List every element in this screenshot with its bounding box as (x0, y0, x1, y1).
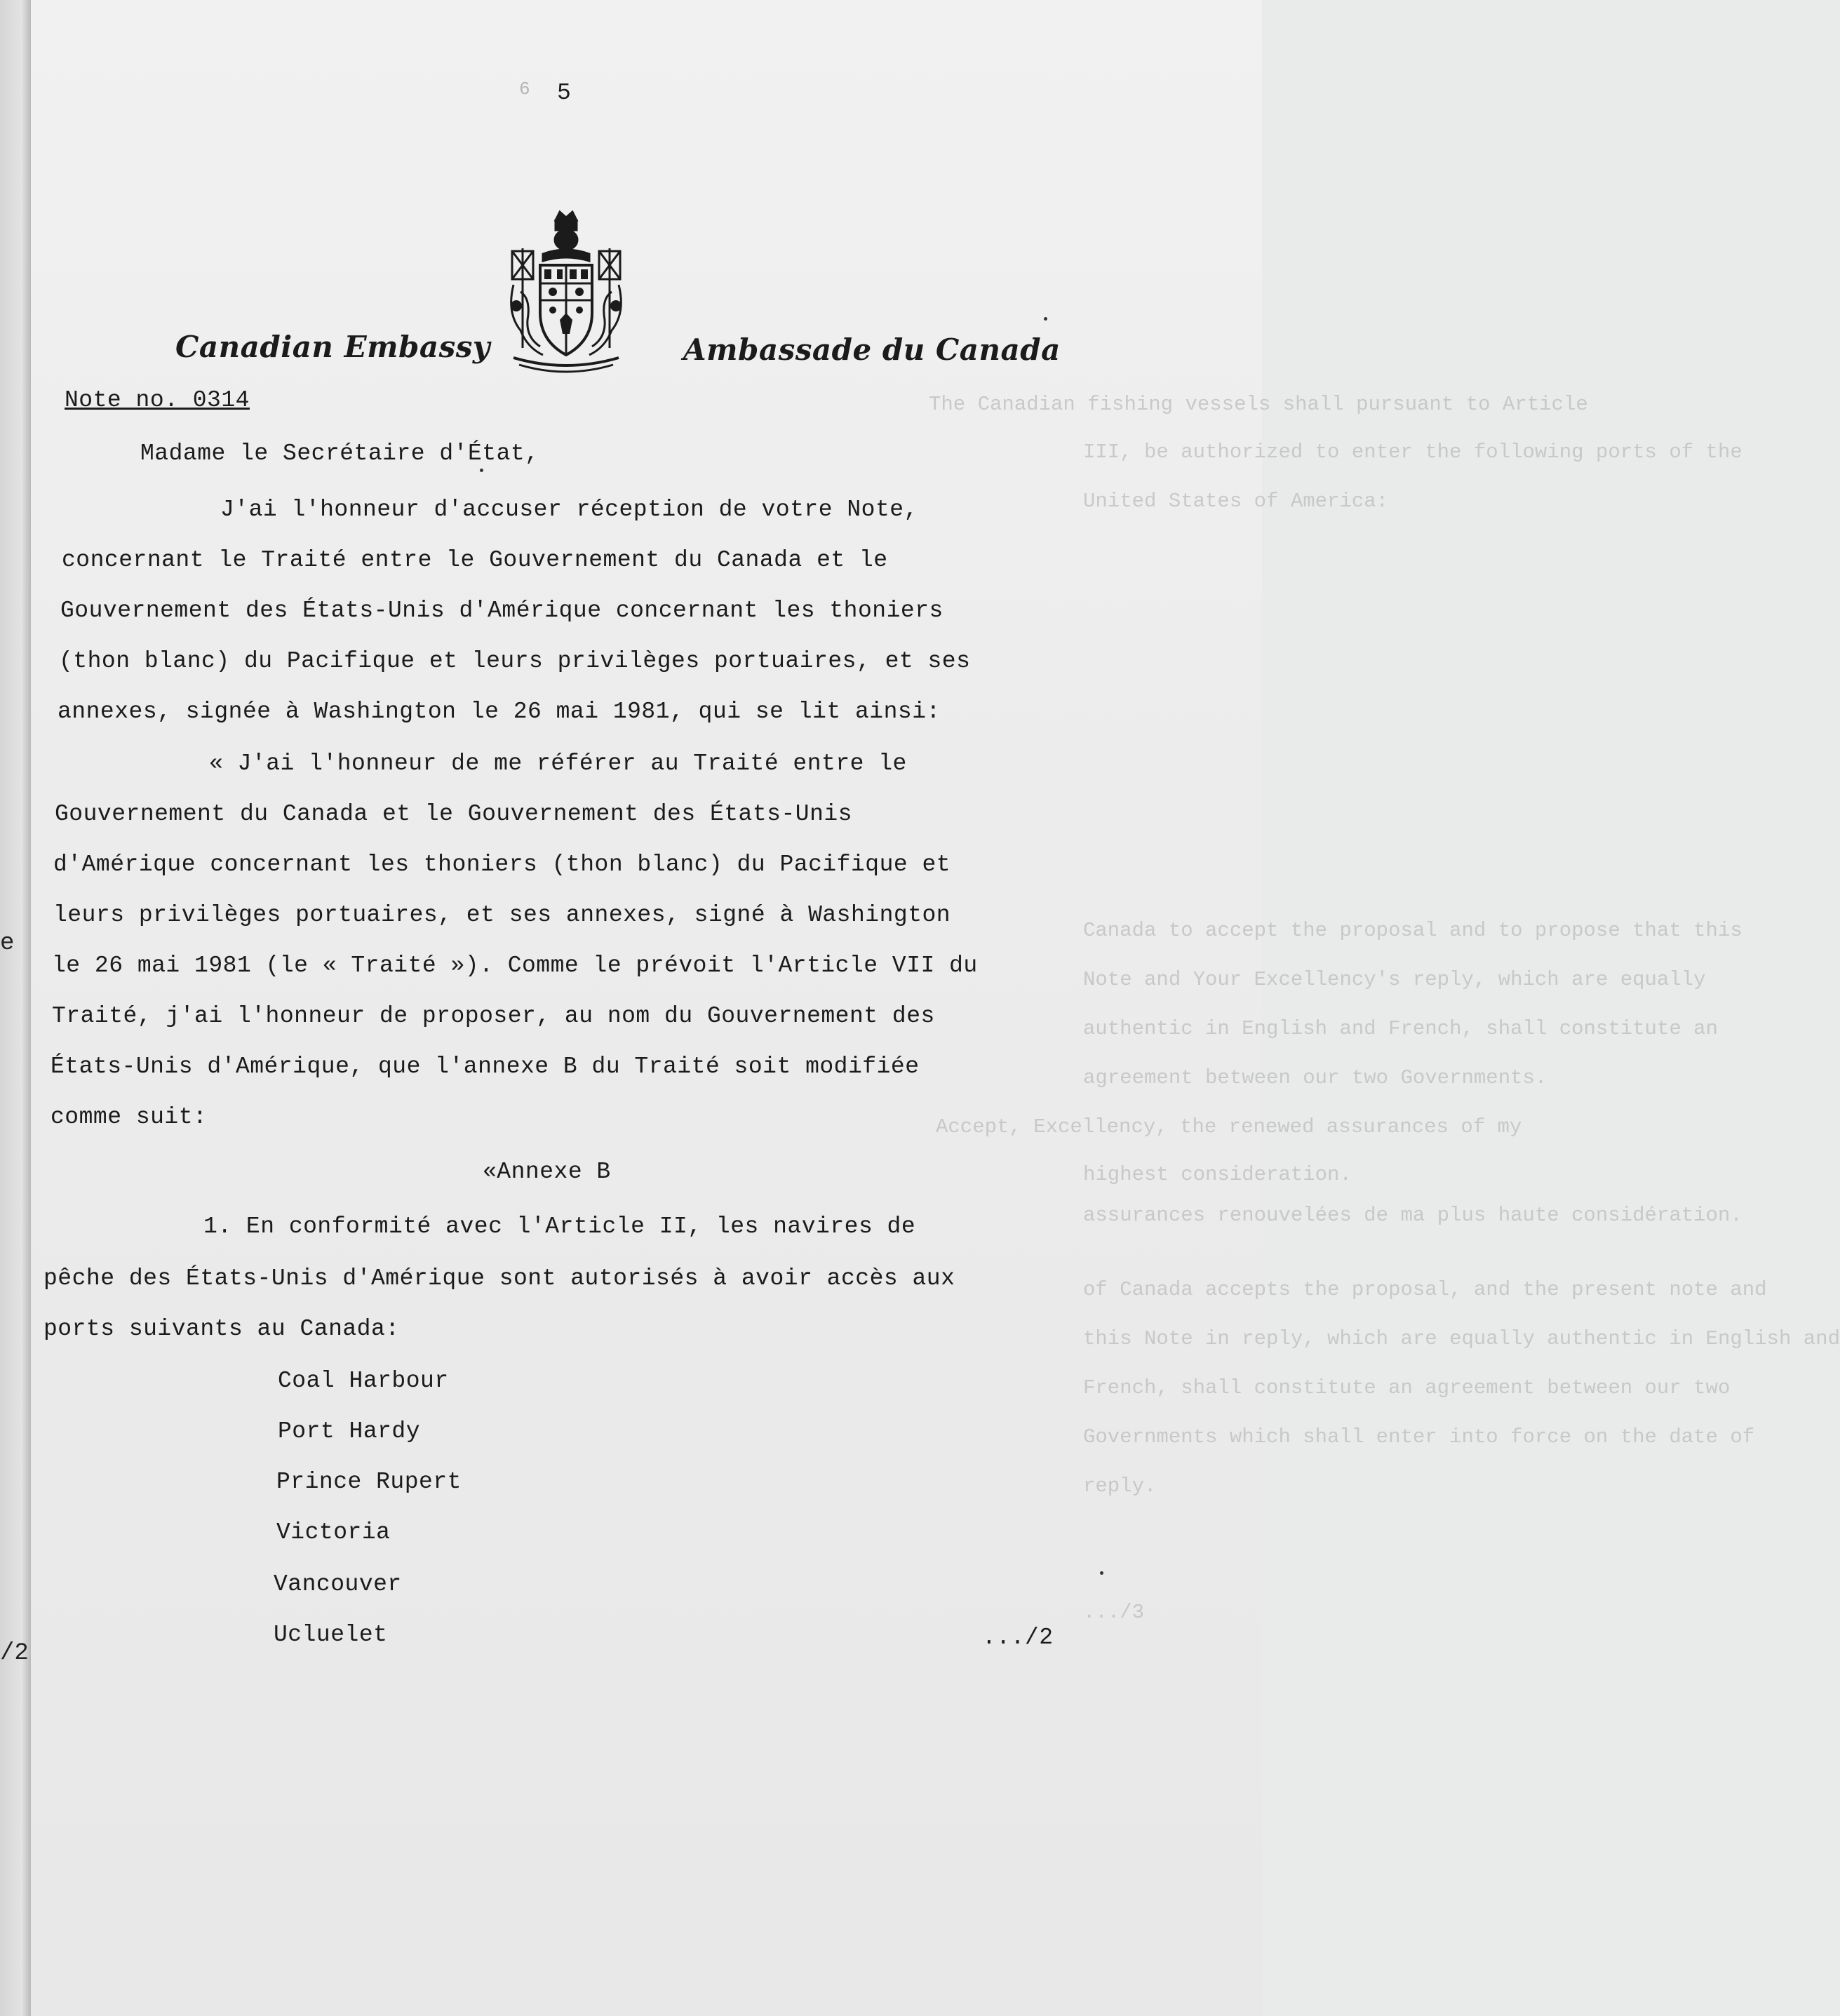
show-through-line: Accept, Excellency, the renewed assurances of my (936, 1115, 1522, 1138)
show-through-line: of Canada accepts the proposal, and the present note and (1083, 1278, 1767, 1301)
speck (1100, 1571, 1103, 1575)
coat-of-arms-emblem (499, 208, 633, 376)
show-through-line: III, be authorized to enter the following ports of the (1083, 441, 1742, 464)
text-line: « J'ai l'honneur de me référer au Traité entre le (209, 751, 907, 777)
show-through-line: reply. (1083, 1474, 1157, 1498)
list-item: Prince Rupert (276, 1469, 462, 1495)
annex-heading: «Annexe B (483, 1159, 611, 1185)
text-line: Traité, j'ai l'honneur de proposer, au nom du Gouvernement des (52, 1003, 935, 1029)
text-line: J'ai l'honneur d'accuser réception de votre Note, (220, 497, 918, 523)
edge-fragment: e (0, 930, 15, 957)
show-through-line: United States of America: (1083, 490, 1389, 513)
text-line: États-Unis d'Amérique, que l'annexe B du Traité soit modifiée (51, 1054, 920, 1080)
speck (1044, 317, 1047, 321)
edge-fragment: /2 (0, 1640, 29, 1667)
text-line: comme suit: (51, 1104, 208, 1130)
text-line: le 26 mai 1981 (le « Traité »). Comme le prévoit l'Article VII du (52, 953, 978, 979)
text-line: d'Amérique concernant les thoniers (thon blanc) du Pacifique et (53, 852, 951, 878)
continuation-marker: .../2 (982, 1625, 1054, 1651)
letterhead-left: Canadian Embassy (175, 330, 490, 364)
text-line: Gouvernement des États-Unis d'Amérique concernant les thoniers (60, 598, 943, 624)
show-through-line: French, shall constitute an agreement between our two (1083, 1376, 1731, 1399)
text-line: Gouvernement du Canada et le Gouvernement des États-Unis (55, 801, 852, 827)
show-through-line: Note and Your Excellency's reply, which are equally (1083, 968, 1706, 991)
letterhead-right: Ambassade du Canada (683, 332, 1061, 367)
list-item: Victoria (276, 1519, 391, 1545)
show-through-line: .../3 (1083, 1601, 1145, 1624)
list-item: Ucluelet (274, 1622, 388, 1648)
show-through-line: highest consideration. (1083, 1163, 1352, 1186)
show-through-line: agreement between our two Governments. (1083, 1066, 1547, 1089)
speck (480, 469, 483, 472)
page-number: 5 (557, 80, 572, 106)
text-line: annexes, signée à Washington le 26 mai 1981, qui se lit ainsi: (58, 699, 941, 725)
text-line: (thon blanc) du Pacifique et leurs privilèges portuaires, et ses (59, 648, 971, 674)
document-page (31, 0, 1840, 2016)
show-through-line: assurances renouvelées de ma plus haute considération. (1083, 1204, 1742, 1227)
faint-page-number: 6 (519, 79, 531, 100)
note-number: Note no. 0314 (65, 387, 250, 413)
list-item: Vancouver (274, 1571, 402, 1597)
show-through-line: The Canadian fishing vessels shall pursuant to Article (929, 393, 1588, 416)
text-line: leurs privilèges portuaires, et ses annexes, signé à Washington (53, 902, 951, 928)
text-line: concernant le Traité entre le Gouvernement du Canada et le (62, 547, 888, 573)
text-line: ports suivants au Canada: (43, 1316, 400, 1342)
list-item: Port Hardy (278, 1418, 421, 1444)
salutation: Madame le Secrétaire d'État, (140, 441, 539, 466)
show-through-line: authentic in English and French, shall constitute an (1083, 1017, 1718, 1040)
show-through-line: Canada to accept the proposal and to propose that this (1083, 919, 1742, 942)
text-line: 1. En conformité avec l'Article II, les navires de (203, 1214, 916, 1239)
list-item: Coal Harbour (278, 1368, 449, 1394)
show-through-line: Governments which shall enter into force on the date of (1083, 1425, 1755, 1449)
adjacent-page-edge (0, 0, 31, 2016)
text-line: pêche des États-Unis d'Amérique sont autorisés à avoir accès aux (43, 1265, 955, 1291)
show-through-line: this Note in reply, which are equally authentic in English and (1083, 1327, 1840, 1350)
